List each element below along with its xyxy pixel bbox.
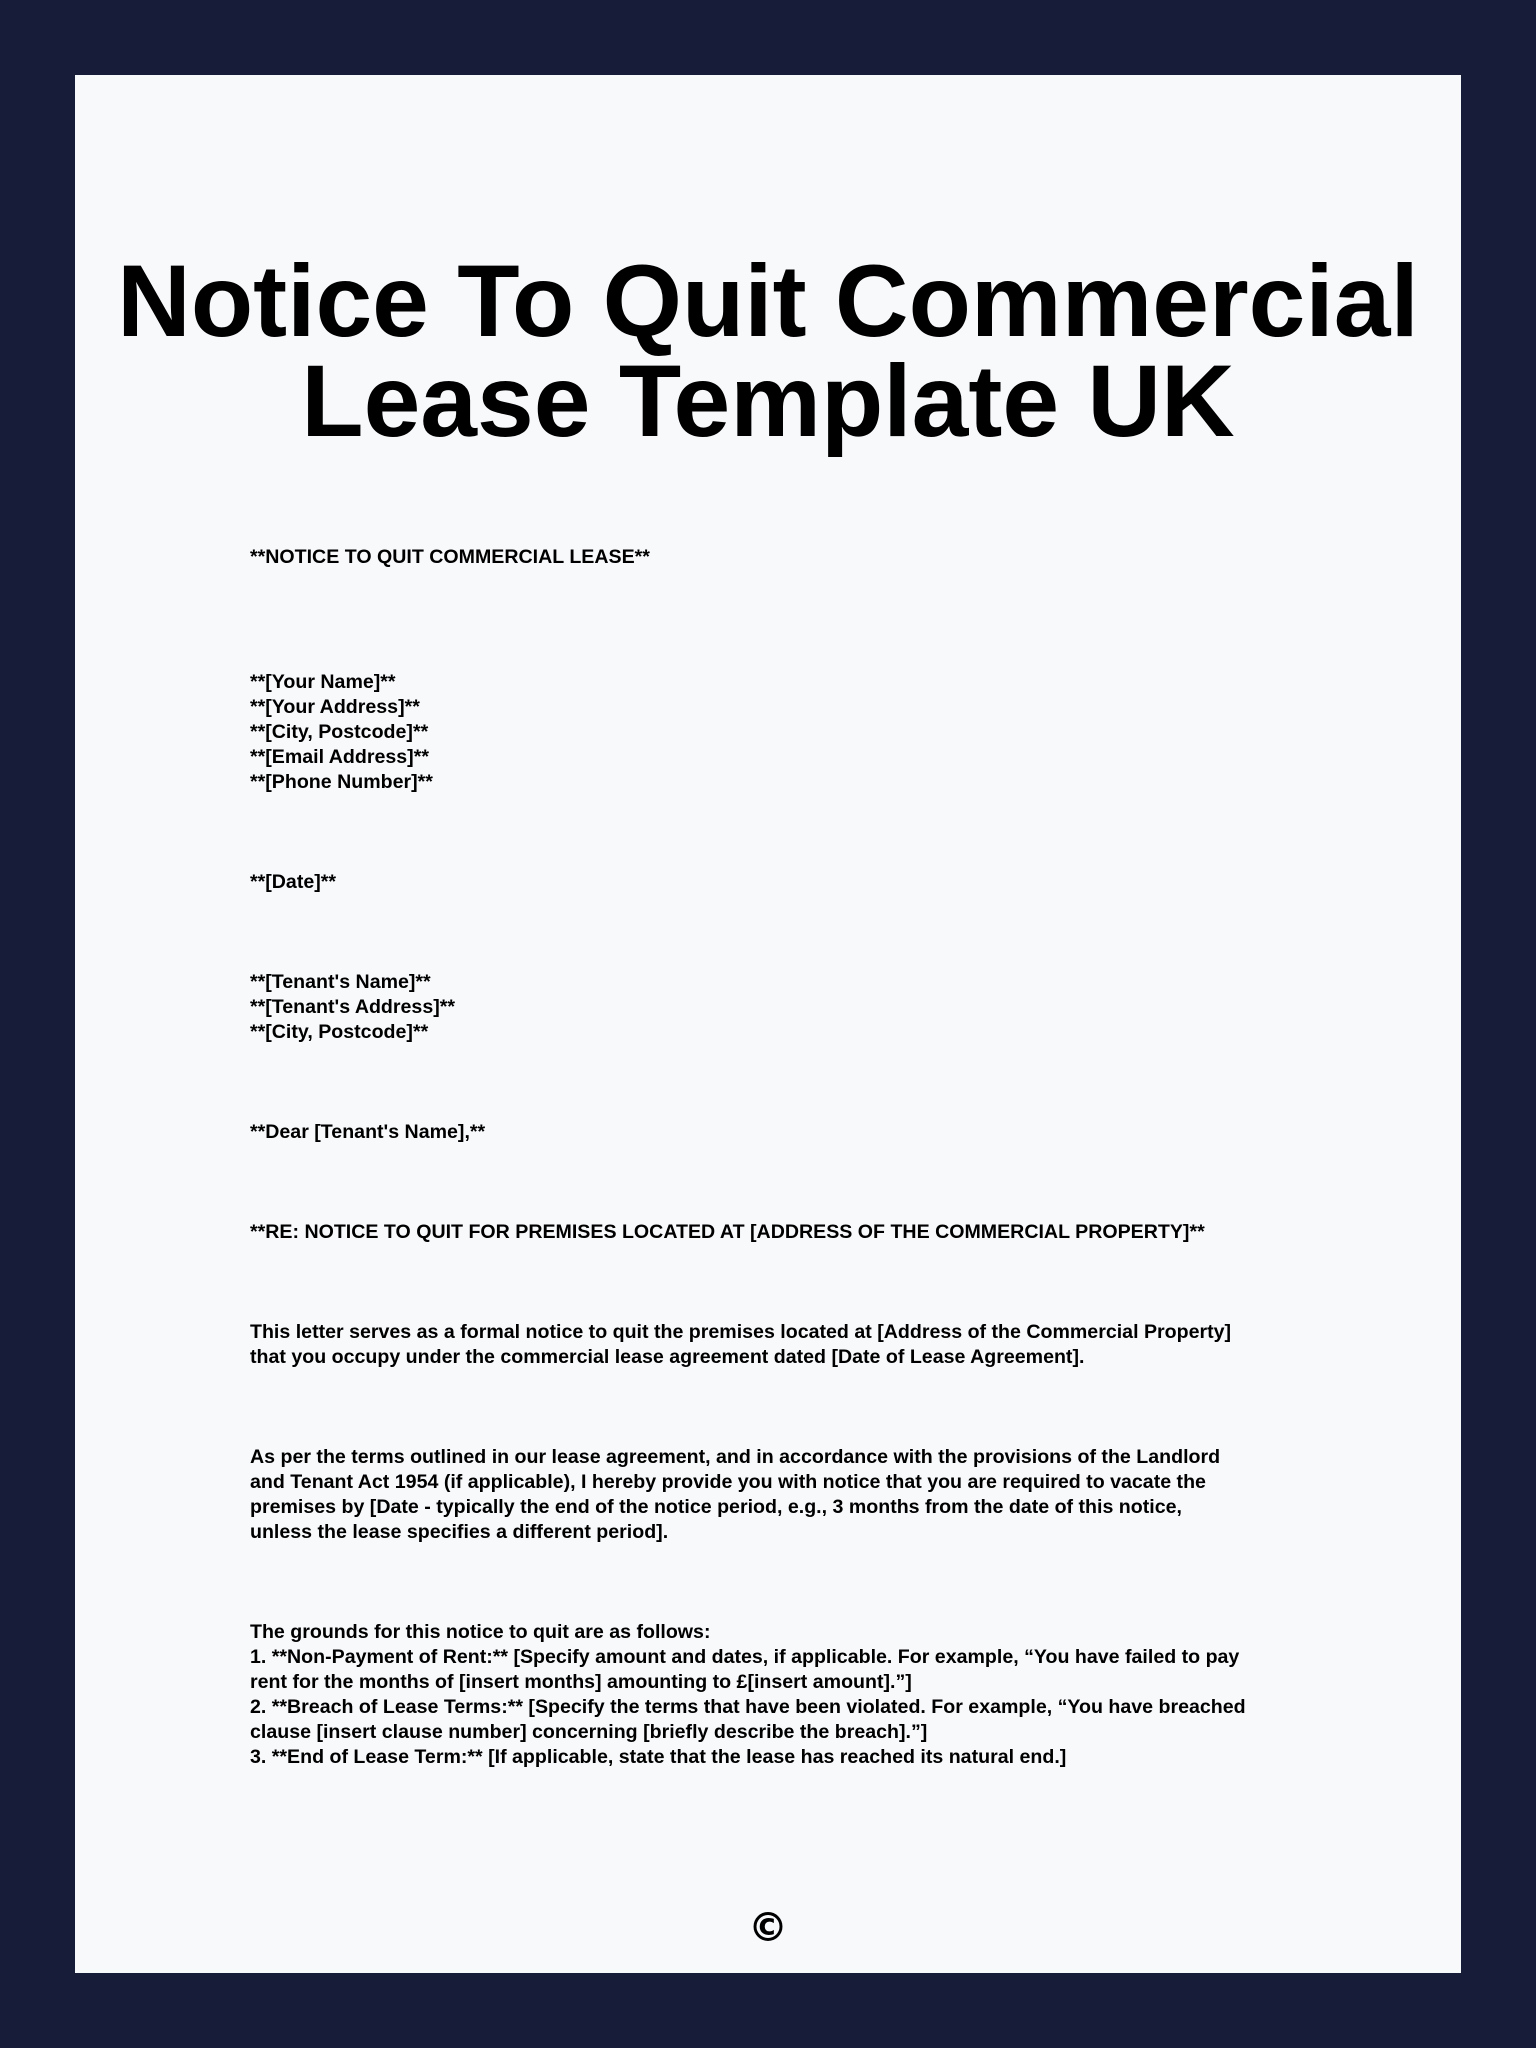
paragraph-terms: [250, 1445, 1370, 1545]
paragraph-notice: [250, 1320, 1370, 1370]
subject-line: **RE: NOTICE TO QUIT FOR PREMISES LOCATED AT [ADDRESS OF THE COMMERCIAL PROPERTY]**: [250, 1221, 1205, 1243]
paragraph-line: premises by [Date - typically the end of the notice period, e.g., 3 months from the date of this notice,: [250, 1496, 1182, 1518]
paragraph-line: unless the lease specifies a different period].: [250, 1521, 669, 1543]
title-line-1: Notice To Quit Commercial: [117, 244, 1419, 358]
letter-heading: **NOTICE TO QUIT COMMERCIAL LEASE**: [250, 546, 650, 568]
sender-name: **[Your Name]**: [250, 671, 396, 693]
copyright-icon: ©: [748, 1905, 788, 1951]
list-item: 2. **Breach of Lease Terms:** [Specify the terms that have been violated. For example, “You have breached: [250, 1696, 1246, 1718]
grounds-intro: The grounds for this notice to quit are as follows:: [250, 1621, 711, 1643]
list-item-continued: clause [insert clause number] concerning [briefly describe the breach].”]: [250, 1721, 928, 1743]
sender-phone: **[Phone Number]**: [250, 771, 433, 793]
grounds-list: [250, 1620, 1370, 1770]
title-line-2: Lease Template UK: [301, 344, 1235, 458]
list-item: 3. **End of Lease Term:** [If applicable, state that the lease has reached its natural end.]: [250, 1746, 1067, 1768]
list-item-continued: rent for the months of [insert months] amounting to £[insert amount].”]: [250, 1671, 912, 1693]
paragraph-line: This letter serves as a formal notice to quit the premises located at [Address of the Commercial Property]: [250, 1321, 1232, 1343]
recipient-city: **[City, Postcode]**: [250, 1021, 429, 1043]
list-item: 1. **Non-Payment of Rent:** [Specify amount and dates, if applicable. For example, “You have failed to pay: [250, 1646, 1240, 1668]
letter-body: [250, 545, 1370, 1770]
document-title: [75, 244, 1461, 458]
paragraph-line: that you occupy under the commercial lease agreement dated [Date of Lease Agreement].: [250, 1346, 1085, 1368]
paragraph-line: As per the terms outlined in our lease agreement, and in accordance with the provisions of the Landlord: [250, 1446, 1221, 1468]
sender-email: **[Email Address]**: [250, 746, 429, 768]
paragraph-line: and Tenant Act 1954 (if applicable), I hereby provide you with notice that you are required to vacate the: [250, 1471, 1206, 1493]
letter-date: **[Date]**: [250, 871, 337, 893]
sender-city: **[City, Postcode]**: [250, 721, 429, 743]
salutation: **Dear [Tenant's Name],**: [250, 1121, 486, 1143]
sender-address: **[Your Address]**: [250, 696, 420, 718]
document-page: [75, 75, 1461, 1973]
recipient-block: [250, 970, 1370, 1045]
recipient-name: **[Tenant's Name]**: [250, 971, 431, 993]
sender-block: [250, 670, 1370, 795]
recipient-address: **[Tenant's Address]**: [250, 996, 455, 1018]
